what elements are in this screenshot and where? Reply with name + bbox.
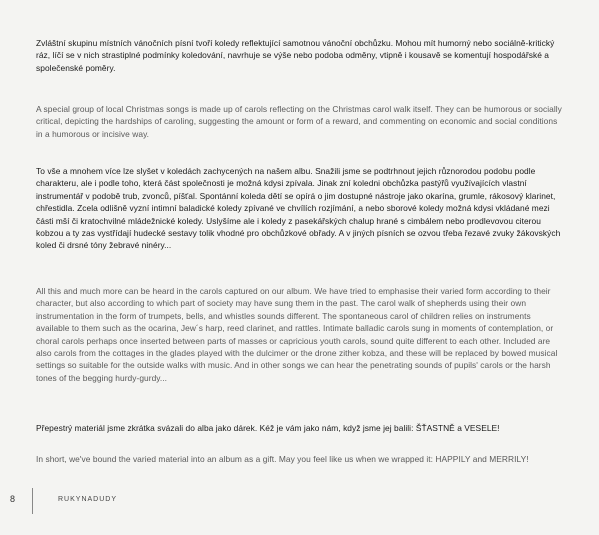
footer-brand: RUKYNADUDY <box>58 496 118 503</box>
paragraph-en-2: All this and much more can be heard in the carols captured on our album. We have tried to emphasise their varied form according to their character, but also according to which part of society may have sung them in the past. The carol walk of shepherds using their own instrumentation in the form of trumpets, bells, and whistles sounds different. The spontaneous carol of children relies on instruments available to them such as the ocarina, Jew´s harp, reed clarinet, and rattles. Intimate balladic carols sung in moments of contemplation, or choral carols perhaps once inserted between parts of masses or capricious youth carols, sound quite different to each other. Included are also carols from the cottages in the glades played with the dulcimer or the drone zither kobza, and these will be replaced by bowed musical settings so suitable for the outside walks with music. And in other songs we can hear the penetrating sounds of pupils' carols or the harsh tones of the begging hurdy-gurdy... <box>36 286 558 383</box>
paragraph-en-3: In short, we've bound the varied material into an album as a gift. May you feel like us when we wrapped it: HAPPILY and MERRILY! <box>36 454 529 464</box>
paragraph-cs-1: Zvláštní skupinu místních vánočních písní tvoří koledy reflektující samotnou vánoční obchůzku. Mohou mít humorný nebo sociálně-kritický ráz, líčí se v nich strastiplné podmínky koledování, navrhuje se výše nebo podoba odměny, vtipně i kousavě se komentují hospodářské a společenské poměry. <box>36 38 555 73</box>
page-number: 8 <box>10 494 16 504</box>
page-content <box>36 0 564 535</box>
paragraph-cs-3: Přepestrý materiál jsme zkrátka svázali do alba jako dárek. Kéž je vám jako nám, když jsme jej balili: ŠŤASTNĚ a VESELE! <box>36 423 500 433</box>
paragraph-cs-2: To vše a mnohem více lze slyšet v koledách zachycených na našem albu. Snažili jsme se podtrhnout jejich různorodou podobu podle charakteru, ale i podle toho, která část společnosti je možná kdysi zpívala. Jinak zní koledni obchůzka pastýřů využívajících vlastní instrumentář v podobě trub, zvonců, píšťal. Spontánní koleda dětí se opírá o jim dostupné nástroje jako okarína, grumle, rákosový klarinet, chřestidla. Zcela odlišně vyzní intimní baladické koledy zpívané ve chvílích rozjímání, a nebo sborové koledy možná kdysi vkládané mezi části mší či kratochvilné mládežnické koledy. Uslyšíme ale i koledy z pasekářských chalup hrané s cimbálem nebo prodlevovou citerou kobzou a ty zas vystřídají hudecké sestavy tolik vhodné pro obchůzkové obřady. A v jiných písních se ozvou třeba řezavé zvuky žákovských koled či drsné tóny žebravé ninéry... <box>36 166 561 251</box>
paragraph-en-1: A special group of local Christmas songs is made up of carols reflecting on the Christmas carol walk itself. They can be humorous or socially critical, depicting the hardships of caroling, suggesting the amount or form of a reward, and commenting on economic and social conditions in a humorous or incisive way. <box>36 104 562 139</box>
footer-divider <box>32 488 33 514</box>
